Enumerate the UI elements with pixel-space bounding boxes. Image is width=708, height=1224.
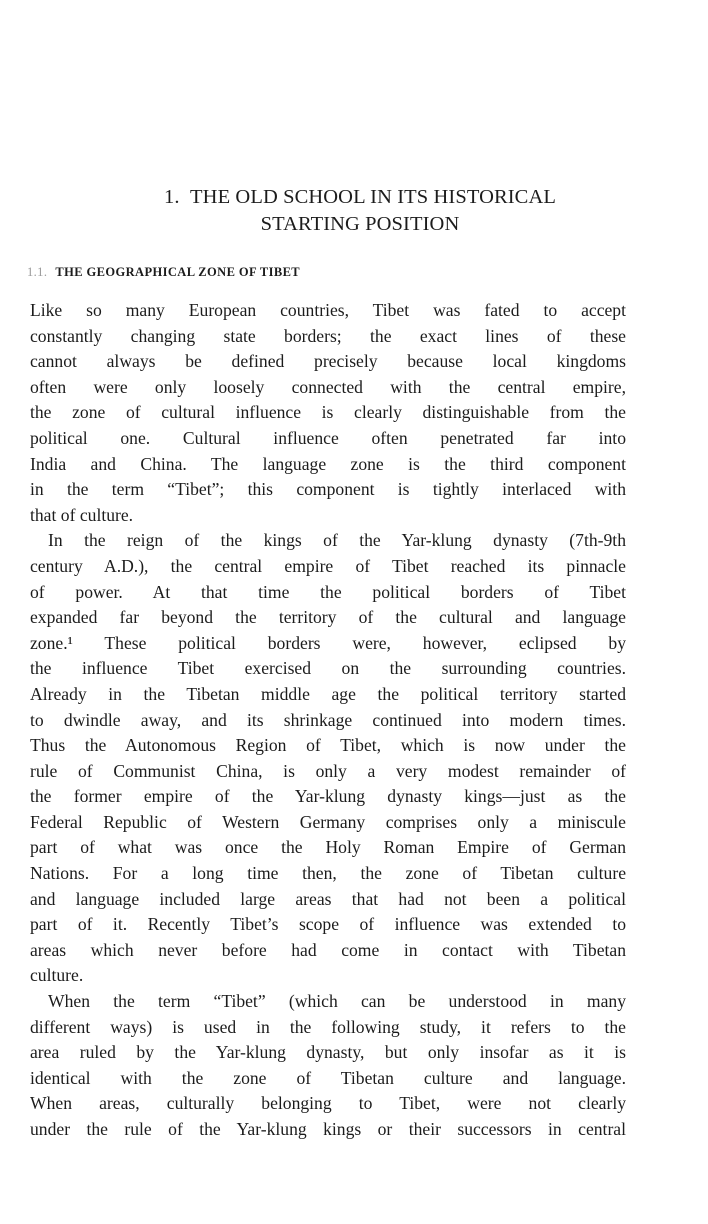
- text-line: Already in the Tibetan middle age the political territory started: [30, 683, 626, 704]
- text-line: the zone of cultural influence is clearly distinguishable from the: [30, 402, 626, 423]
- chapter-number: 1.: [164, 186, 180, 208]
- text-line: under the rule of the Yar-klung kings or their successors in central: [30, 1119, 626, 1139]
- text-line: In the reign of the kings of the Yar-klung dynasty (7th-9th: [48, 530, 626, 551]
- chapter-title-1: THE OLD SCHOOL IN ITS HISTORICAL: [190, 186, 556, 208]
- text-line: cannot always be defined precisely because local kingdoms: [30, 351, 626, 372]
- text-line: Nations. For a long time then, the zone of Tibetan culture: [30, 863, 626, 884]
- text-line: to dwindle away, and its shrinkage continued into modern times.: [30, 709, 626, 730]
- text-line: Like so many European countries, Tibet was fated to accept: [30, 300, 626, 320]
- text-line: often were only loosely connected with the central empire,: [30, 376, 626, 397]
- text-line: Federal Republic of Western Germany comprises only a miniscule: [30, 811, 626, 832]
- text-line: political one. Cultural influence often penetrated far into: [30, 427, 626, 448]
- text-line: of power. At that time the political borders of Tibet: [30, 581, 626, 602]
- text-line: century A.D.), the central empire of Tibet reached its pinnacle: [30, 555, 626, 576]
- text-line: India and China. The language zone is the third component: [30, 453, 626, 474]
- text-line: When the term “Tibet” (which can be understood in many: [48, 991, 626, 1012]
- text-line: areas which never before had come in contact with Tibetan: [30, 939, 626, 960]
- chapter-title-line-2: STARTING POSITION: [260, 213, 460, 235]
- text-line: part of it. Recently Tibet’s scope of influence was extended to: [30, 914, 626, 935]
- text-line: identical with the zone of Tibetan culture and language.: [30, 1067, 626, 1088]
- text-line: in the term “Tibet”; this component is tightly interlaced with: [30, 479, 626, 500]
- text-line: zone.¹ These political borders were, however, eclipsed by: [30, 632, 626, 653]
- text-line: When areas, culturally belonging to Tibet, were not clearly: [30, 1093, 626, 1114]
- text-line: the former empire of the Yar-klung dynasty kings—just as the: [30, 786, 626, 807]
- text-line: and language included large areas that had not been a political: [30, 888, 626, 909]
- text-line: Thus the Autonomous Region of Tibet, which is now under the: [30, 735, 626, 756]
- body-text: [30, 298, 626, 1143]
- text-line: the influence Tibet exercised on the surrounding countries.: [30, 658, 626, 679]
- text-line: part of what was once the Holy Roman Empire of German: [30, 837, 626, 858]
- text-line: different ways) is used in the following study, it refers to the: [30, 1016, 626, 1037]
- text-line: expanded far beyond the territory of the cultural and language: [30, 607, 626, 628]
- section-number: 1.1.: [27, 265, 48, 279]
- section-title: THE GEOGRAPHICAL ZONE OF TIBET: [55, 265, 301, 279]
- text-line: constantly changing state borders; the exact lines of these: [30, 325, 626, 346]
- chapter-title-line-1: [80, 184, 640, 211]
- section-heading: [27, 265, 300, 280]
- text-line: culture.: [30, 965, 84, 986]
- chapter-heading: [80, 184, 640, 238]
- text-line: rule of Communist China, is only a very modest remainder of: [30, 760, 626, 781]
- text-line: that of culture.: [30, 504, 134, 525]
- text-line: area ruled by the Yar-klung dynasty, but only insofar as it is: [30, 1042, 626, 1063]
